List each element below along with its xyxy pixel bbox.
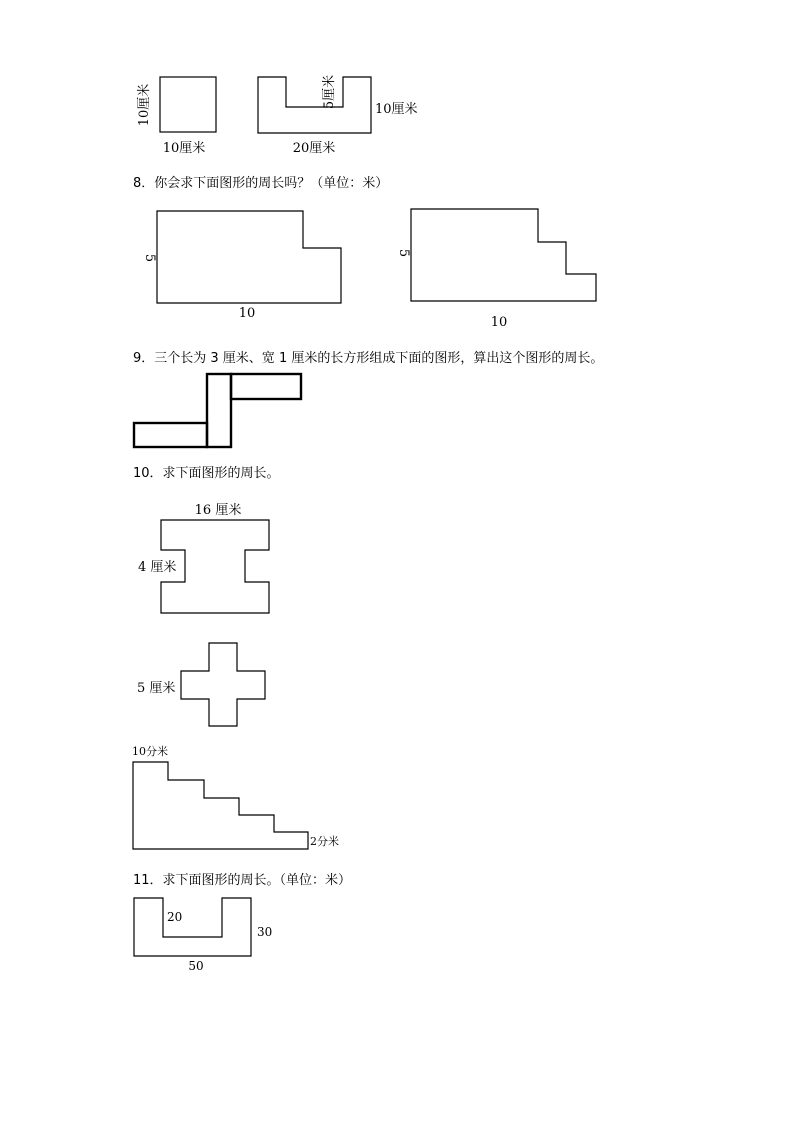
q10-figure-3	[132, 744, 339, 849]
q8-fig1-side-label: 5	[142, 253, 157, 263]
q9-bottom-rect	[134, 423, 207, 447]
q8-fig2-bottom-label: 10	[490, 315, 508, 330]
q8-shape-2	[411, 209, 596, 301]
q11-inner-label: 20	[167, 910, 183, 924]
u-shape	[258, 74, 371, 133]
q8-figure-2	[396, 209, 596, 330]
square-shape	[160, 77, 216, 132]
question-10-text: 10．求下面图形的周长。	[133, 466, 280, 481]
q8-figure-1	[142, 211, 341, 321]
square-figure	[136, 77, 216, 156]
u-shape-figure	[258, 75, 418, 156]
q8-fig2-side-label: 5	[396, 248, 411, 258]
q10-fig1-top-label: 16 厘米	[194, 503, 242, 518]
q10-fig3-step-label: 2分米	[310, 835, 339, 848]
q8-shape-1	[157, 211, 341, 303]
q10-i-shape	[161, 520, 269, 613]
q11-figure	[134, 898, 272, 973]
question-11-text: 11．求下面图形的周长。（单位：米）	[133, 873, 352, 888]
square-side-label: 10厘米	[137, 83, 152, 127]
q10-cross-shape	[181, 643, 265, 726]
q8-fig1-bottom-label: 10	[238, 306, 256, 321]
q10-figure-2	[137, 643, 265, 726]
square-bottom-label: 10厘米	[162, 141, 206, 156]
question-9-text: 9．三个长为 3 厘米、宽 1 厘米的长方形组成下面的图形，算出这个图形的周长。	[133, 351, 604, 366]
q11-u-shape	[134, 898, 251, 956]
q9-vertical-rect	[207, 374, 231, 447]
u-inner-label: 5厘米	[322, 74, 337, 110]
q10-figure-1	[138, 502, 269, 613]
u-right-label: 10厘米	[375, 102, 418, 117]
u-bottom-label: 20厘米	[292, 141, 336, 156]
q9-top-rect	[231, 374, 301, 399]
q9-figure	[134, 374, 301, 447]
q11-bottom-label: 50	[188, 959, 204, 973]
question-8-text: 8．你会求下面图形的周长吗？（单位：米）	[133, 176, 389, 191]
q10-staircase-shape	[133, 762, 308, 849]
q10-fig3-top-label: 10分米	[132, 745, 168, 758]
q11-right-label: 30	[257, 925, 273, 939]
q10-fig1-side-label: 4 厘米	[138, 560, 177, 575]
q10-fig2-side-label: 5 厘米	[137, 681, 176, 696]
